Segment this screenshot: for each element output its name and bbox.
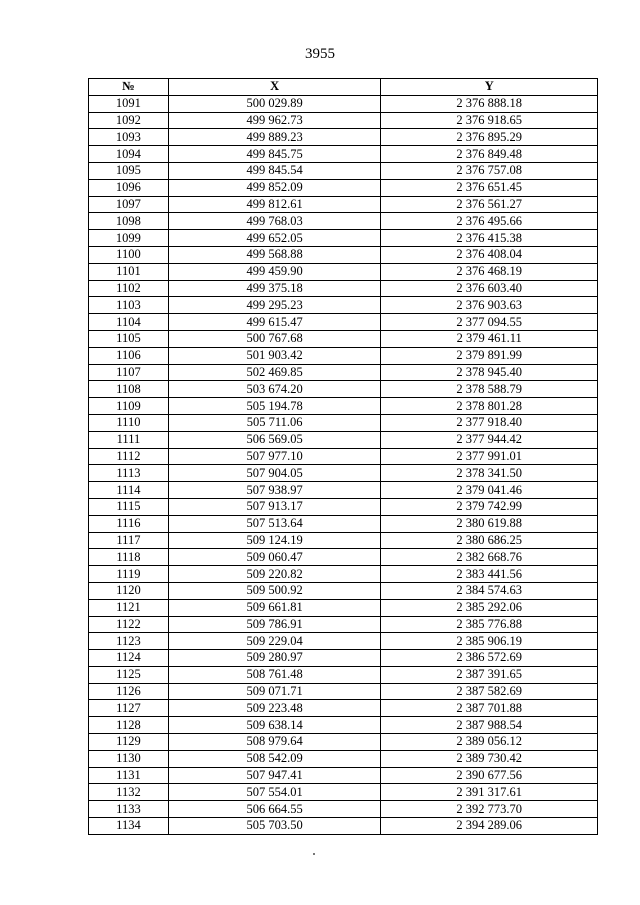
x-coordinate-cell: 499 568.88 xyxy=(168,246,381,263)
point-number-cell: 1124 xyxy=(89,650,169,667)
x-coordinate-cell: 502 469.85 xyxy=(168,364,381,381)
y-coordinate-cell: 2 387 701.88 xyxy=(381,700,598,717)
point-number-cell: 1125 xyxy=(89,666,169,683)
point-number-cell: 1094 xyxy=(89,146,169,163)
point-number-cell: 1091 xyxy=(89,95,169,112)
point-number-cell: 1117 xyxy=(89,532,169,549)
table-row xyxy=(89,767,598,784)
x-coordinate-cell: 499 845.75 xyxy=(168,146,381,163)
x-coordinate-cell: 508 761.48 xyxy=(168,666,381,683)
point-number-cell: 1113 xyxy=(89,465,169,482)
y-coordinate-cell: 2 385 292.06 xyxy=(381,599,598,616)
x-coordinate-cell: 509 500.92 xyxy=(168,582,381,599)
table-row xyxy=(89,818,598,835)
y-coordinate-cell: 2 391 317.61 xyxy=(381,784,598,801)
point-number-cell: 1115 xyxy=(89,498,169,515)
table-row xyxy=(89,297,598,314)
table-row xyxy=(89,431,598,448)
y-coordinate-cell: 2 376 415.38 xyxy=(381,230,598,247)
y-coordinate-cell: 2 379 891.99 xyxy=(381,347,598,364)
y-coordinate-cell: 2 387 988.54 xyxy=(381,717,598,734)
table-row xyxy=(89,566,598,583)
point-number-cell: 1118 xyxy=(89,549,169,566)
x-coordinate-cell: 503 674.20 xyxy=(168,381,381,398)
x-coordinate-cell: 509 124.19 xyxy=(168,532,381,549)
header-x: X xyxy=(168,79,381,96)
x-coordinate-cell: 501 903.42 xyxy=(168,347,381,364)
y-coordinate-cell: 2 376 651.45 xyxy=(381,179,598,196)
y-coordinate-cell: 2 376 918.65 xyxy=(381,112,598,129)
table-row xyxy=(89,146,598,163)
y-coordinate-cell: 2 385 906.19 xyxy=(381,633,598,650)
point-number-cell: 1109 xyxy=(89,398,169,415)
x-coordinate-cell: 499 459.90 xyxy=(168,263,381,280)
y-coordinate-cell: 2 376 408.04 xyxy=(381,246,598,263)
point-number-cell: 1095 xyxy=(89,162,169,179)
point-number-cell: 1131 xyxy=(89,767,169,784)
x-coordinate-cell: 499 812.61 xyxy=(168,196,381,213)
x-coordinate-cell: 506 664.55 xyxy=(168,801,381,818)
point-number-cell: 1106 xyxy=(89,347,169,364)
point-number-cell: 1102 xyxy=(89,280,169,297)
table-row xyxy=(89,280,598,297)
y-coordinate-cell: 2 377 944.42 xyxy=(381,431,598,448)
y-coordinate-cell: 2 379 461.11 xyxy=(381,330,598,347)
point-number-cell: 1116 xyxy=(89,515,169,532)
y-coordinate-cell: 2 394 289.06 xyxy=(381,818,598,835)
header-y: Y xyxy=(381,79,598,96)
table-body xyxy=(89,95,598,834)
table-row xyxy=(89,179,598,196)
point-number-cell: 1100 xyxy=(89,246,169,263)
table-row xyxy=(89,129,598,146)
point-number-cell: 1092 xyxy=(89,112,169,129)
x-coordinate-cell: 499 375.18 xyxy=(168,280,381,297)
table-row xyxy=(89,515,598,532)
point-number-cell: 1126 xyxy=(89,683,169,700)
page-number: 3955 xyxy=(305,46,335,62)
table-row xyxy=(89,448,598,465)
y-coordinate-cell: 2 376 495.66 xyxy=(381,213,598,230)
y-coordinate-cell: 2 382 668.76 xyxy=(381,549,598,566)
y-coordinate-cell: 2 385 776.88 xyxy=(381,616,598,633)
table-row xyxy=(89,666,598,683)
x-coordinate-cell: 505 194.78 xyxy=(168,398,381,415)
y-coordinate-cell: 2 384 574.63 xyxy=(381,582,598,599)
table-row xyxy=(89,95,598,112)
y-coordinate-cell: 2 392 773.70 xyxy=(381,801,598,818)
point-number-cell: 1132 xyxy=(89,784,169,801)
y-coordinate-cell: 2 376 468.19 xyxy=(381,263,598,280)
table-row xyxy=(89,801,598,818)
point-number-cell: 1104 xyxy=(89,314,169,331)
y-coordinate-cell: 2 378 341.50 xyxy=(381,465,598,482)
x-coordinate-cell: 505 711.06 xyxy=(168,414,381,431)
point-number-cell: 1130 xyxy=(89,750,169,767)
x-coordinate-cell: 499 852.09 xyxy=(168,179,381,196)
y-coordinate-cell: 2 378 588.79 xyxy=(381,381,598,398)
point-number-cell: 1122 xyxy=(89,616,169,633)
x-coordinate-cell: 507 913.17 xyxy=(168,498,381,515)
x-coordinate-cell: 509 280.97 xyxy=(168,650,381,667)
x-coordinate-cell: 509 661.81 xyxy=(168,599,381,616)
y-coordinate-cell: 2 376 561.27 xyxy=(381,196,598,213)
x-coordinate-cell: 499 615.47 xyxy=(168,314,381,331)
point-number-cell: 1120 xyxy=(89,582,169,599)
table-row xyxy=(89,230,598,247)
y-coordinate-cell: 2 376 888.18 xyxy=(381,95,598,112)
x-coordinate-cell: 499 845.54 xyxy=(168,162,381,179)
point-number-cell: 1107 xyxy=(89,364,169,381)
table-row xyxy=(89,314,598,331)
table-row xyxy=(89,616,598,633)
point-number-cell: 1096 xyxy=(89,179,169,196)
table-row xyxy=(89,162,598,179)
table-row xyxy=(89,398,598,415)
x-coordinate-cell: 509 060.47 xyxy=(168,549,381,566)
y-coordinate-cell: 2 376 895.29 xyxy=(381,129,598,146)
x-coordinate-cell: 499 889.23 xyxy=(168,129,381,146)
x-coordinate-cell: 500 767.68 xyxy=(168,330,381,347)
point-number-cell: 1129 xyxy=(89,734,169,751)
scan-speck xyxy=(313,853,315,855)
point-number-cell: 1098 xyxy=(89,213,169,230)
x-coordinate-cell: 509 071.71 xyxy=(168,683,381,700)
x-coordinate-cell: 500 029.89 xyxy=(168,95,381,112)
x-coordinate-cell: 499 768.03 xyxy=(168,213,381,230)
y-coordinate-cell: 2 387 391.65 xyxy=(381,666,598,683)
point-number-cell: 1097 xyxy=(89,196,169,213)
x-coordinate-cell: 507 904.05 xyxy=(168,465,381,482)
y-coordinate-cell: 2 376 757.08 xyxy=(381,162,598,179)
y-coordinate-cell: 2 377 991.01 xyxy=(381,448,598,465)
x-coordinate-cell: 499 962.73 xyxy=(168,112,381,129)
y-coordinate-cell: 2 378 801.28 xyxy=(381,398,598,415)
y-coordinate-cell: 2 376 603.40 xyxy=(381,280,598,297)
y-coordinate-cell: 2 376 903.63 xyxy=(381,297,598,314)
table-row xyxy=(89,700,598,717)
table-row xyxy=(89,734,598,751)
point-number-cell: 1119 xyxy=(89,566,169,583)
point-number-cell: 1134 xyxy=(89,818,169,835)
header-number: № xyxy=(89,79,169,96)
x-coordinate-cell: 509 786.91 xyxy=(168,616,381,633)
y-coordinate-cell: 2 383 441.56 xyxy=(381,566,598,583)
table-row xyxy=(89,414,598,431)
y-coordinate-cell: 2 390 677.56 xyxy=(381,767,598,784)
x-coordinate-cell: 506 569.05 xyxy=(168,431,381,448)
x-coordinate-cell: 508 542.09 xyxy=(168,750,381,767)
point-number-cell: 1108 xyxy=(89,381,169,398)
x-coordinate-cell: 508 979.64 xyxy=(168,734,381,751)
table-row xyxy=(89,213,598,230)
x-coordinate-cell: 509 223.48 xyxy=(168,700,381,717)
x-coordinate-cell: 505 703.50 xyxy=(168,818,381,835)
point-number-cell: 1093 xyxy=(89,129,169,146)
y-coordinate-cell: 2 386 572.69 xyxy=(381,650,598,667)
y-coordinate-cell: 2 380 686.25 xyxy=(381,532,598,549)
y-coordinate-cell: 2 389 056.12 xyxy=(381,734,598,751)
table-row xyxy=(89,246,598,263)
y-coordinate-cell: 2 376 849.48 xyxy=(381,146,598,163)
y-coordinate-cell: 2 378 945.40 xyxy=(381,364,598,381)
table-row xyxy=(89,582,598,599)
point-number-cell: 1103 xyxy=(89,297,169,314)
x-coordinate-cell: 509 220.82 xyxy=(168,566,381,583)
header-row xyxy=(89,79,598,96)
table-row xyxy=(89,263,598,280)
table-row xyxy=(89,465,598,482)
y-coordinate-cell: 2 387 582.69 xyxy=(381,683,598,700)
y-coordinate-cell: 2 380 619.88 xyxy=(381,515,598,532)
x-coordinate-cell: 509 638.14 xyxy=(168,717,381,734)
x-coordinate-cell: 507 977.10 xyxy=(168,448,381,465)
x-coordinate-cell: 499 295.23 xyxy=(168,297,381,314)
point-number-cell: 1105 xyxy=(89,330,169,347)
table-row xyxy=(89,482,598,499)
y-coordinate-cell: 2 389 730.42 xyxy=(381,750,598,767)
point-number-cell: 1121 xyxy=(89,599,169,616)
table-row xyxy=(89,532,598,549)
table-row xyxy=(89,784,598,801)
y-coordinate-cell: 2 379 742.99 xyxy=(381,498,598,515)
table-row xyxy=(89,599,598,616)
point-number-cell: 1110 xyxy=(89,414,169,431)
table-header xyxy=(89,79,598,96)
y-coordinate-cell: 2 377 918.40 xyxy=(381,414,598,431)
table-row xyxy=(89,498,598,515)
point-number-cell: 1123 xyxy=(89,633,169,650)
table-row xyxy=(89,750,598,767)
table-row xyxy=(89,633,598,650)
point-number-cell: 1128 xyxy=(89,717,169,734)
x-coordinate-cell: 507 513.64 xyxy=(168,515,381,532)
table-row xyxy=(89,650,598,667)
x-coordinate-cell: 507 947.41 xyxy=(168,767,381,784)
x-coordinate-cell: 507 554.01 xyxy=(168,784,381,801)
x-coordinate-cell: 507 938.97 xyxy=(168,482,381,499)
point-number-cell: 1127 xyxy=(89,700,169,717)
x-coordinate-cell: 499 652.05 xyxy=(168,230,381,247)
point-number-cell: 1133 xyxy=(89,801,169,818)
point-number-cell: 1112 xyxy=(89,448,169,465)
table-row xyxy=(89,347,598,364)
y-coordinate-cell: 2 377 094.55 xyxy=(381,314,598,331)
table-row xyxy=(89,381,598,398)
table-row xyxy=(89,196,598,213)
table-row xyxy=(89,683,598,700)
table-row xyxy=(89,364,598,381)
x-coordinate-cell: 509 229.04 xyxy=(168,633,381,650)
table-row xyxy=(89,717,598,734)
point-number-cell: 1101 xyxy=(89,263,169,280)
table-row xyxy=(89,549,598,566)
table-row xyxy=(89,330,598,347)
point-number-cell: 1099 xyxy=(89,230,169,247)
point-number-cell: 1114 xyxy=(89,482,169,499)
coordinates-table xyxy=(88,78,598,835)
point-number-cell: 1111 xyxy=(89,431,169,448)
y-coordinate-cell: 2 379 041.46 xyxy=(381,482,598,499)
table-row xyxy=(89,112,598,129)
